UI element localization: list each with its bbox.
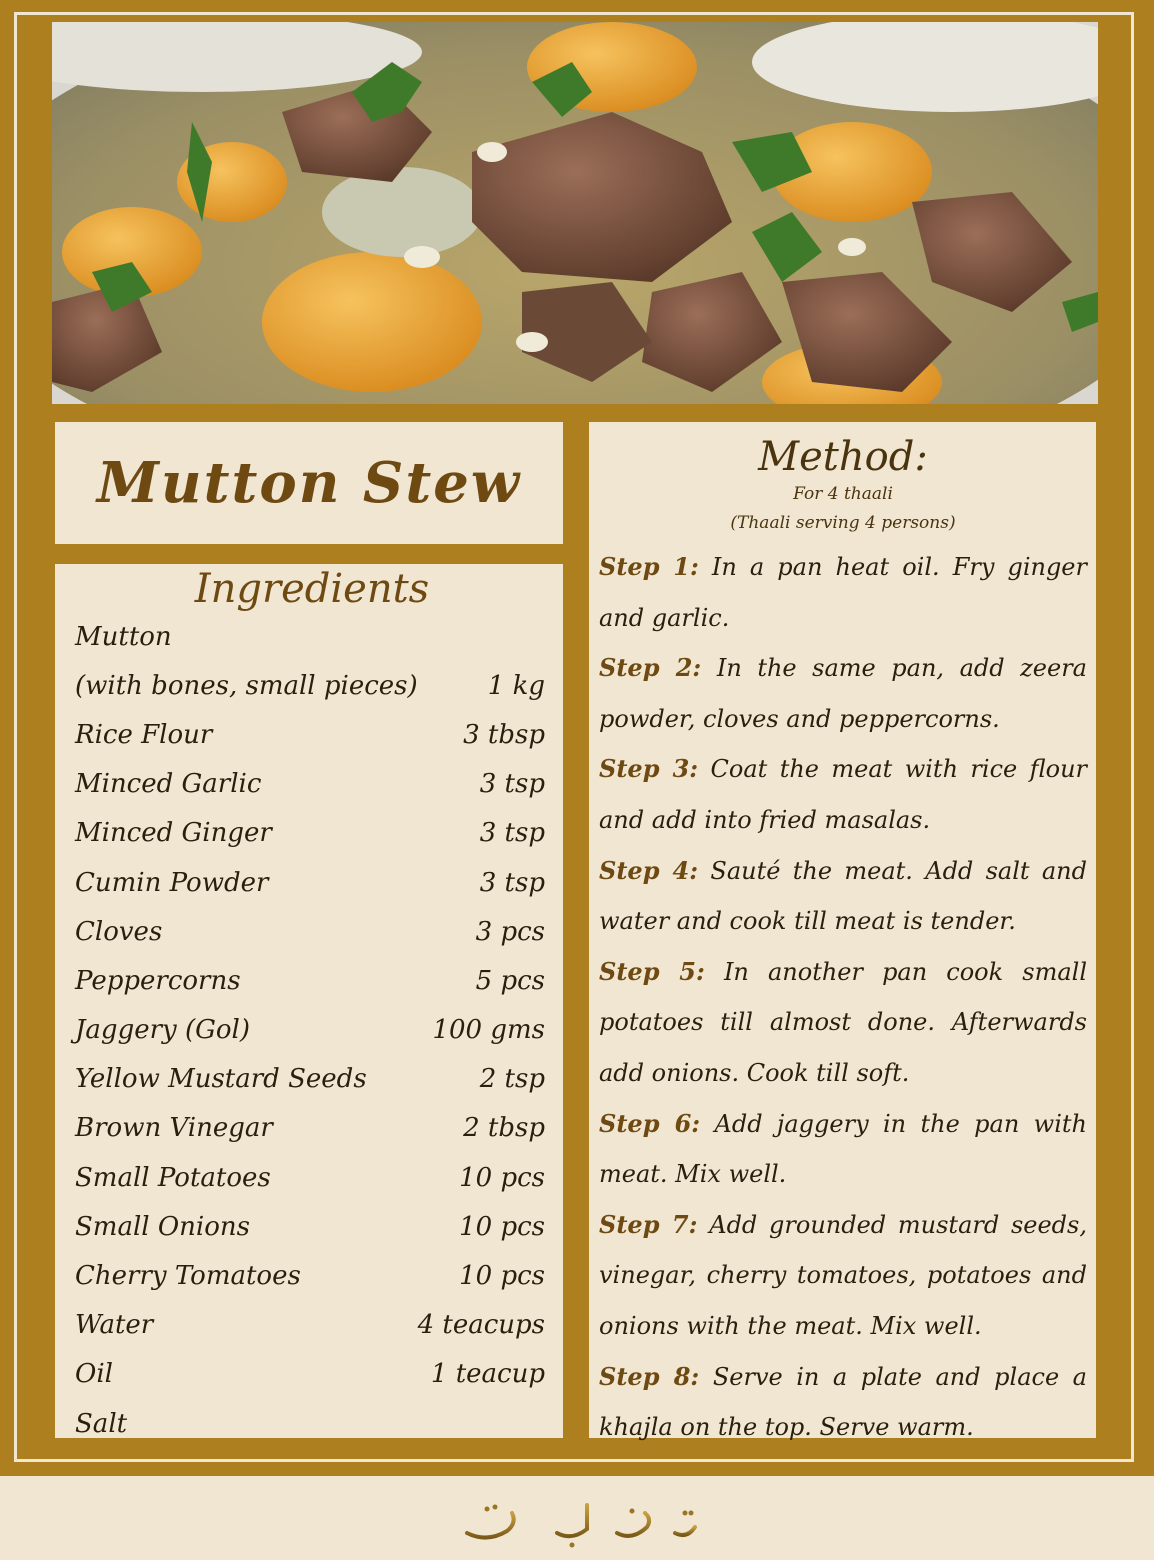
ingredient-qty: 1 kg [487, 670, 545, 701]
ingredient-name: Cherry Tomatoes [75, 1261, 301, 1292]
ingredient-row [75, 858, 563, 907]
step-label: Step 4: [599, 855, 699, 885]
ingredient-name: (with bones, small pieces) [75, 670, 418, 701]
ingredient-row [75, 956, 563, 1005]
method-step [599, 846, 1087, 947]
method-step [599, 542, 1087, 643]
step-text: Sauté the meat. Add salt and water and cook till meat is tender. [599, 856, 1087, 936]
ingredients-heading: Ingredients [194, 566, 430, 612]
ingredient-qty: 5 pcs [475, 965, 545, 996]
ingredient-qty: 10 pcs [459, 1162, 545, 1193]
ingredient-qty: 4 teacups [417, 1310, 545, 1341]
ingredient-row [75, 612, 563, 661]
calligraphy-logo-graphic [447, 1483, 707, 1553]
step-label: Step 2: [599, 653, 702, 683]
step-text: Serve in a plate and place a khajla on the top. Serve warm. [599, 1362, 1087, 1442]
ingredient-qty: 100 gms [432, 1015, 545, 1046]
ingredient-name: Small Potatoes [75, 1162, 271, 1193]
ingredient-row [75, 809, 563, 858]
step-label: Step 7: [599, 1209, 698, 1239]
ingredient-row [75, 1153, 563, 1202]
ingredient-qty: 10 pcs [459, 1261, 545, 1292]
ingredient-name: Cloves [75, 916, 163, 947]
step-text: Add grounded mustard seeds, vinegar, cherry tomatoes, potatoes and onions with the meat. Mix well. [599, 1210, 1087, 1340]
method-step [599, 744, 1087, 845]
ingredient-name: Small Onions [75, 1211, 250, 1242]
step-text: Add jaggery in the pan with meat. Mix well. [599, 1109, 1087, 1189]
ingredient-row [75, 1301, 563, 1350]
ingredient-name: Oil [75, 1359, 113, 1390]
serving-note: (Thaali serving 4 persons) [730, 513, 956, 533]
step-text: In a pan heat oil. Fry ginger and garlic. [599, 553, 1087, 632]
ingredient-qty: 3 tsp [479, 769, 545, 800]
step-label: Step 1: [599, 552, 699, 581]
step-label: Step 3: [599, 754, 699, 784]
ingredient-name: Yellow Mustard Seeds [75, 1064, 367, 1095]
ingredient-qty: 10 pcs [459, 1211, 545, 1242]
ingredient-name: Peppercorns [75, 965, 241, 996]
steps-list [599, 542, 1087, 1453]
method-step [599, 947, 1087, 1099]
serving-size: For 4 thaali [793, 484, 893, 504]
ingredient-row [75, 1055, 563, 1104]
ingredient-qty: 1 teacup [430, 1359, 545, 1390]
ingredient-row [75, 1202, 563, 1251]
method-step [599, 1352, 1087, 1453]
ingredient-name: Minced Garlic [75, 769, 262, 800]
ingredient-qty: 3 pcs [475, 916, 545, 947]
ingredient-name: Cumin Powder [75, 867, 269, 898]
ingredients-list [75, 612, 563, 1448]
method-panel [589, 422, 1096, 1442]
stew-illustration [52, 22, 1098, 404]
ingredient-row [75, 1251, 563, 1300]
step-text: In another pan cook small potatoes till almost done. Afterwards add onions. Cook till soft. [599, 957, 1087, 1087]
step-label: Step 5: [599, 956, 705, 986]
arabic-calligraphy-logo [0, 1476, 1154, 1560]
step-label: Step 6: [599, 1108, 701, 1138]
ingredient-row [75, 1006, 563, 1055]
ingredient-row [75, 1350, 563, 1399]
method-step [599, 643, 1087, 744]
ingredients-panel [55, 564, 563, 1438]
ingredient-row [75, 1399, 563, 1448]
step-label: Step 8: [599, 1361, 700, 1391]
step-text: Coat the meat with rice flour and add into fried masalas. [599, 755, 1087, 834]
method-heading: Method: [758, 434, 928, 480]
ingredient-row [75, 760, 563, 809]
ingredient-name: Rice Flour [75, 719, 213, 750]
ingredient-name: Minced Ginger [75, 818, 272, 849]
method-step [599, 1200, 1087, 1352]
ingredient-row [75, 1104, 563, 1153]
mutton-stew-photo [52, 22, 1098, 404]
recipe-title-panel [55, 422, 563, 544]
recipe-title: Mutton Stew [96, 450, 522, 516]
ingredient-name: Salt [75, 1408, 128, 1439]
ingredient-row [75, 907, 563, 956]
ingredient-name: Brown Vinegar [75, 1113, 273, 1144]
ingredient-row [75, 710, 563, 759]
ingredient-name: Mutton [75, 621, 172, 652]
ingredient-qty: 3 tsp [479, 818, 545, 849]
ingredient-qty: 2 tbsp [463, 1113, 545, 1144]
method-step [599, 1099, 1087, 1200]
ingredient-qty: 3 tbsp [463, 719, 545, 750]
ingredient-qty: 2 tsp [479, 1064, 545, 1095]
ingredient-row [75, 661, 563, 710]
ingredient-name: Water [75, 1310, 154, 1341]
ingredient-qty: 3 tsp [479, 867, 545, 898]
ingredient-name: Jaggery (Gol) [75, 1015, 251, 1046]
step-text: In the same pan, add zeera powder, cloves and peppercorns. [599, 654, 1087, 733]
